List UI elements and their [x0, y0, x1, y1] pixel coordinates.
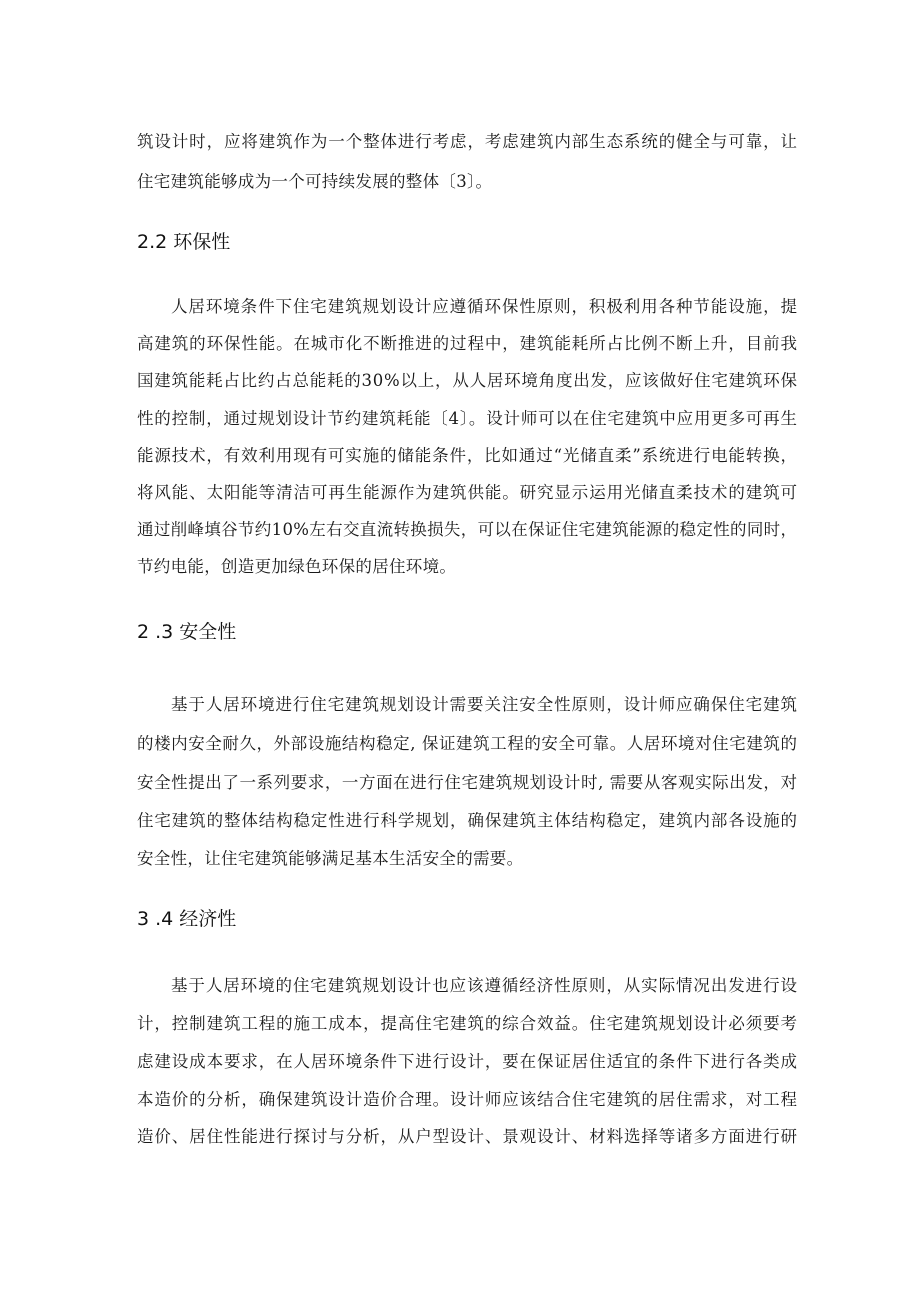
paragraph-line: 计，控制建筑工程的施工成本，提高住宅建筑的综合效益。住宅建筑规划设计必须要考 — [137, 1014, 798, 1033]
paragraph-line: 通过削峰填谷节约10%左右交直流转换损失，可以在保证住宅建筑能源的稳定性的同时， — [137, 520, 798, 539]
paragraph-line: 性的控制，通过规划设计节约建筑耗能〔4〕。设计师可以在住宅建筑中应用更多可再生 — [137, 409, 798, 428]
paragraph-line: 国建筑能耗占比约占总能耗的30%以上，从人居环境角度出发，应该做好住宅建筑环保 — [137, 371, 798, 390]
paragraph-line: 人居环境条件下住宅建筑规划设计应遵循环保性原则，积极利用各种节能设施，提 — [171, 297, 798, 316]
paragraph-line: 虑建设成本要求，在人居环境条件下进行设计，要在保证居住适宜的条件下进行各类成 — [137, 1052, 798, 1071]
paragraph-line: 安全性，让住宅建筑能够满足基本生活安全的需要。 — [137, 849, 524, 868]
paragraph-line: 节约电能，创造更加绿色环保的居住环境。 — [137, 557, 457, 576]
paragraph-line: 能源技术，有效利用现有可实施的储能条件，比如通过“光储直柔”系统进行电能转换， — [137, 446, 798, 465]
paragraph-line: 本造价的分析，确保建筑设计造价合理。设计师应该结合住宅建筑的居住需求，对工程 — [137, 1090, 798, 1109]
section-heading: 2 .3 安全性 — [137, 621, 237, 643]
section-heading: 2.2 环保性 — [137, 231, 231, 253]
paragraph-line: 基于人居环境进行住宅建筑规划设计需要关注安全性原则，设计师应确保住宅建筑 — [171, 695, 798, 714]
section-heading: 3 .4 经济性 — [137, 908, 237, 930]
paragraph-line: 筑设计时，应将建筑作为一个整体进行考虑，考虑建筑内部生态系统的健全与可靠，让 — [137, 132, 798, 151]
paragraph-line: 住宅建筑的整体结构稳定性进行科学规划，确保建筑主体结构稳定，建筑内部各设施的 — [137, 811, 798, 830]
paragraph-line: 高建筑的环保性能。在城市化不断推进的过程中，建筑能耗所占比例不断上升，目前我 — [137, 334, 798, 353]
paragraph-line: 造价、居住性能进行探讨与分析，从户型设计、景观设计、材料选择等诸多方面进行研 — [137, 1127, 798, 1146]
paragraph-line: 基于人居环境的住宅建筑规划设计也应该遵循经济性原则，从实际情况出发进行设 — [171, 976, 798, 995]
paragraph-line: 的楼内安全耐久，外部设施结构稳定, 保证建筑工程的安全可靠。人居环境对住宅建筑的 — [137, 734, 798, 753]
paragraph-line: 住宅建筑能够成为一个可持续发展的整体〔3〕。 — [137, 172, 493, 191]
paragraph-line: 将风能、太阳能等清洁可再生能源作为建筑供能。研究显示运用光储直柔技术的建筑可 — [137, 483, 798, 502]
paragraph-line: 安全性提出了一系列要求，一方面在进行住宅建筑规划设计时, 需要从客观实际出发，对 — [137, 773, 798, 792]
